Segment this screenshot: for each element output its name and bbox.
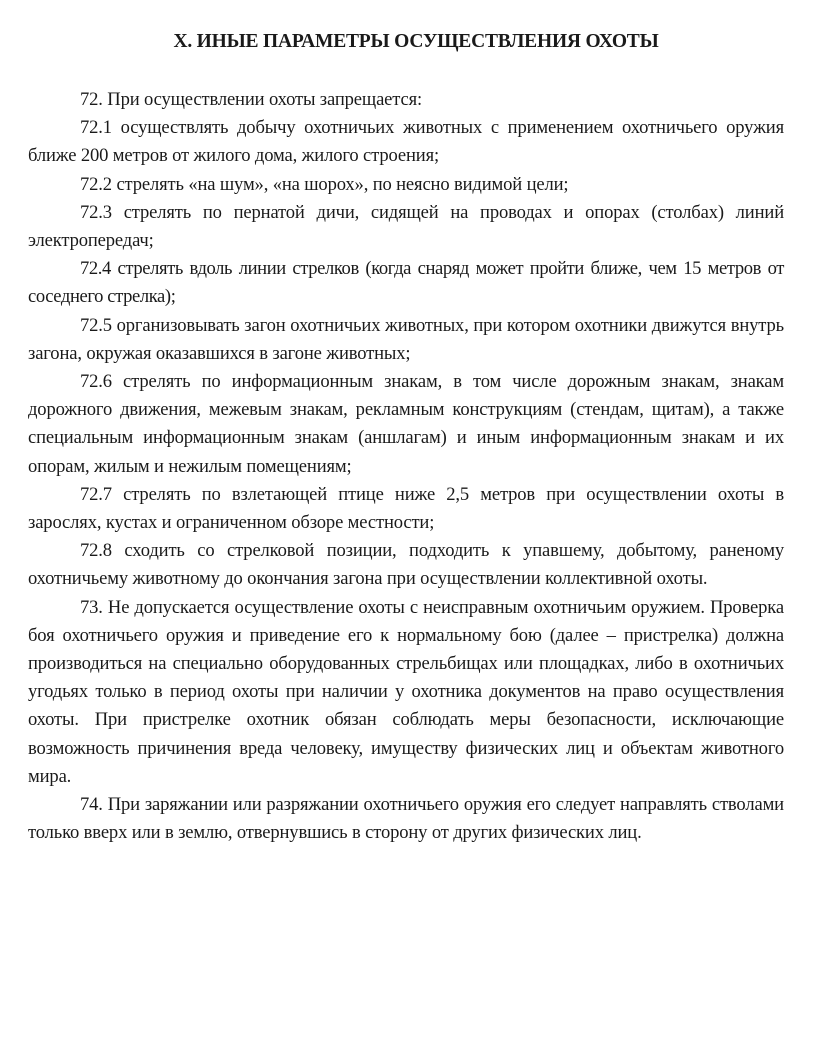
paragraph-72-5: 72.5 организовывать загон охотничьих животных, при котором охотники движутся внутрь загона, окружая оказавшихся в загоне животных; (28, 314, 784, 364)
paragraph-72-2: 72.2 стрелять «на шум», «на шорох», по неясно видимой цели; (80, 173, 569, 195)
section-title: X. ИНЫЕ ПАРАМЕТРЫ ОСУЩЕСТВЛЕНИЯ ОХОТЫ (173, 31, 659, 52)
paragraph-72-3: 72.3 стрелять по пернатой дичи, сидящей на проводах и опорах (столбах) линий электропередач; (28, 201, 784, 252)
paragraph-73: 73. Не допускается осуществление охоты с неисправным охотничьим оружием. Проверка боя охотничьего оружия и приведение его к нормальному бою (далее – пристрелка) должна производиться на специально оборудованных стрельбищах или площадках, либо в охотничьих угодьях только в период охоты при наличии у охотника документов на право осуществления охоты. При пристрелке охотник обязан соблюдать меры безопасности, исключающие возможность причинения вреда человеку, имуществу физических лиц и объектам животного мира. (28, 596, 784, 787)
paragraph-72-6: 72.6 стрелять по информационным знакам, в том числе дорожным знакам, знакам дорожного движения, межевым знакам, рекламным конструкциям (стендам, щитам), а также специальным информационным знакам (аншлагам) и иным информационным знакам и их опорам, жилым и нежилым помещениям; (28, 371, 784, 477)
paragraph-72-1: 72.1 осуществлять добычу охотничьих животных с применением охотничьего оружия ближе 200 метров от жилого дома, жилого строения; (28, 117, 784, 167)
paragraph-72-7: 72.7 стрелять по взлетающей птице ниже 2,5 метров при осуществлении охоты в зарослях, кустах и ограниченном обзоре местности; (28, 483, 784, 534)
paragraph-72-8: 72.8 сходить со стрелковой позиции, подходить к упавшему, добытому, раненому охотничьему животному до окончания загона при осуществлении коллективной охоты. (28, 540, 784, 590)
paragraph-72: 72. При осуществлении охоты запрещается: (80, 89, 422, 110)
paragraph-74: 74. При заряжании или разряжании охотничьего оружия его следует направлять стволами только вверх или в землю, отвернувшись в сторону от других физических лиц. (28, 794, 784, 844)
paragraph-72-4: 72.4 стрелять вдоль линии стрелков (когда снаряд может пройти ближе, чем 15 метров от соседнего стрелка); (28, 258, 784, 308)
document-page (28, 30, 784, 847)
